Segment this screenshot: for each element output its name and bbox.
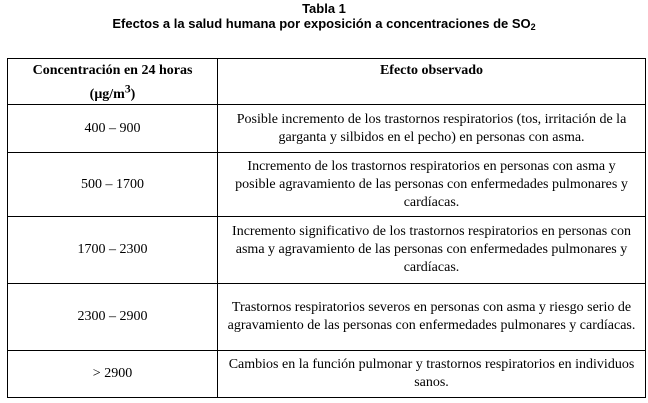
- table-row: [8, 105, 646, 153]
- header-effect: Efecto observado: [218, 59, 646, 105]
- concentration-cell: 2300 – 2900: [8, 284, 218, 351]
- effect-cell: Trastornos respiratorios severos en personas con asma y riesgo serio de agravamiento de las personas con enfermedades pulmonares y cardíacas.: [218, 284, 646, 351]
- effect-cell: Incremento de los trastornos respiratorios en personas con asma y posible agravamiento de las personas con enfermedades pulmonares y cardíacas.: [218, 153, 646, 217]
- table-caption-number: Tabla 1: [302, 1, 346, 16]
- header-concentration: [8, 59, 218, 105]
- concentration-cell: > 2900: [8, 351, 218, 398]
- concentration-cell: 400 – 900: [8, 105, 218, 153]
- table-header-row: [8, 59, 646, 105]
- caption-text: Efectos a la salud humana por exposición a concentraciones de SO: [112, 16, 531, 31]
- table-row: [8, 153, 646, 217]
- concentration-cell: 500 – 1700: [8, 153, 218, 217]
- caption-subscript: 2: [530, 22, 536, 32]
- table-row: [8, 217, 646, 284]
- table-row: [8, 284, 646, 351]
- unit-superscript: 3: [124, 82, 131, 95]
- concentration-cell: 1700 – 2300: [8, 217, 218, 284]
- effect-cell: Posible incremento de los trastornos respiratorios (tos, irritación de la garganta y silbidos en el pecho) en personas con asma.: [218, 105, 646, 153]
- so2-effects-table: [7, 58, 646, 398]
- unit-prefix: (μg/m: [89, 86, 125, 102]
- table-row: [8, 351, 646, 398]
- effect-cell: Incremento significativo de los trastornos respiratorios en personas con asma y agravamiento de las personas con enfermedades pulmonares y cardíacas.: [218, 217, 646, 284]
- unit-suffix: ): [130, 86, 136, 102]
- header-concentration-line1: Concentración en 24 horas: [32, 63, 193, 78]
- effect-cell: Cambios en la función pulmonar y trastornos respiratorios en individuos sanos.: [218, 351, 646, 398]
- table-caption-title: [0, 16, 648, 31]
- header-concentration-unit: [89, 82, 136, 102]
